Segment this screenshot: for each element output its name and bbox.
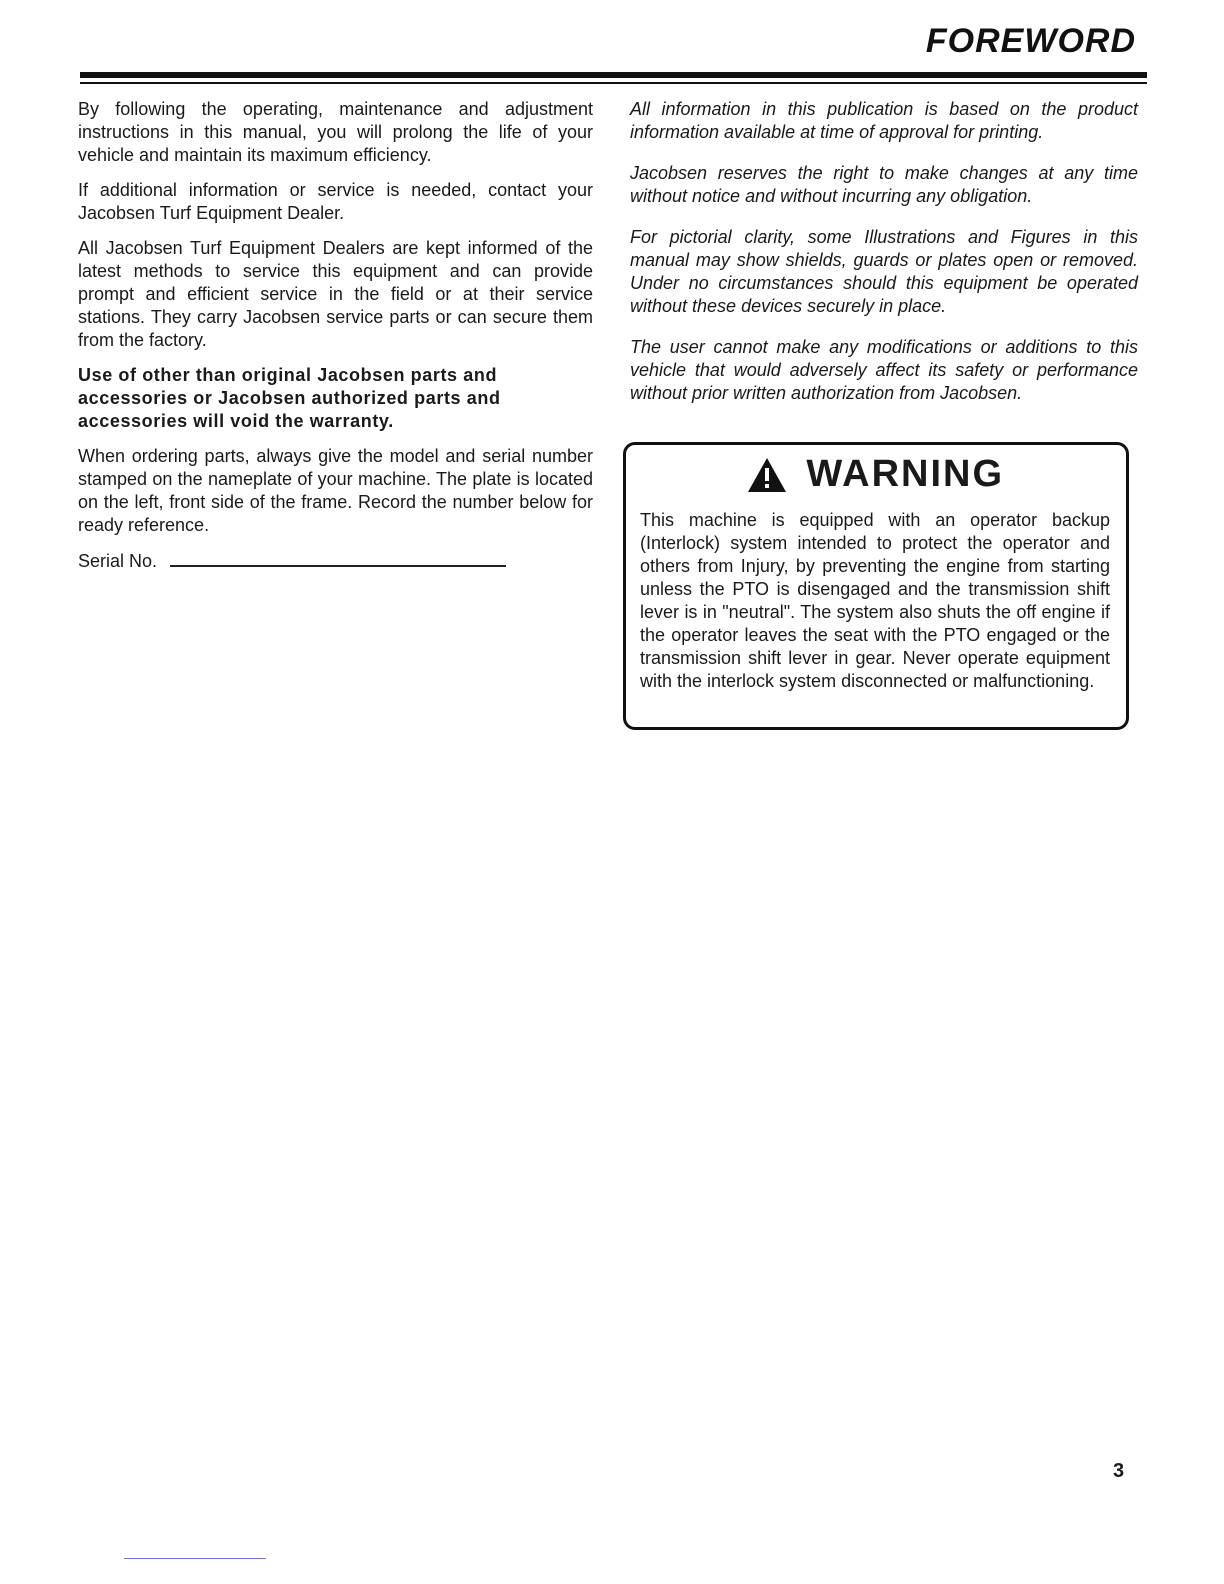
warning-text: This machine is equipped with an operator backup (Interlock) system intended to protect the operator and others from Injury, by preventing the engine from starting unless the PTO is disengaged and the transmission shift lever is in "neutral". The system also shuts the off engine if the operator leaves the seat with the PTO engaged or the transmission shift lever in gear. Never operate equipment with the interlock system disconnected or malfunctioning. <box>640 510 1110 691</box>
right-column <box>630 98 1138 423</box>
left-column <box>78 98 593 573</box>
modifications-paragraph: The user cannot make any modifications or additions to this vehicle that would adversely affect its safety or performance without prior written authorization from Jacobsen. <box>630 337 1138 403</box>
pictorial-clarity-paragraph: For pictorial clarity, some Illustrations and Figures in this manual may show shields, guards or plates open or removed. Under no circumstances should this equipment be operated without these devices securely in place. <box>630 227 1138 316</box>
page-title: FOREWORD <box>925 22 1136 60</box>
header-rule-thin <box>80 82 1147 84</box>
warning-triangle-icon <box>746 456 788 494</box>
publication-info-paragraph: All information in this publication is based on the product information available at time of approval for printing. <box>630 99 1138 142</box>
ordering-paragraph: When ordering parts, always give the model and serial number stamped on the nameplate of your machine. The plate is located on the left, front side of the frame. Record the number below for ready reference. <box>78 446 593 535</box>
header-rule <box>80 72 1147 78</box>
changes-paragraph: Jacobsen reserves the right to make changes at any time without notice and without incurring any obligation. <box>630 163 1138 206</box>
warning-box <box>623 442 1129 730</box>
page-number: 3 <box>1113 1460 1125 1482</box>
serial-number-blank <box>170 549 506 567</box>
warning-header <box>640 453 1110 503</box>
footer-line <box>124 1558 266 1559</box>
warranty-note: Use of other than original Jacobsen parts and accessories or Jacobsen authorized parts and accessories will void the warranty. <box>78 365 501 431</box>
service-paragraph: If additional information or service is needed, contact your Jacobsen Turf Equipment Dealer. <box>78 180 593 223</box>
dealers-paragraph: All Jacobsen Turf Equipment Dealers are kept informed of the latest methods to service this equipment and can provide prompt and efficient service in the field or at their service stations. They carry Jacobsen service parts or can secure them from the factory. <box>78 238 593 350</box>
intro-paragraph: By following the operating, maintenance and adjustment instructions in this manual, you will prolong the life of your vehicle and maintain its maximum efficiency. <box>78 99 593 165</box>
serial-number-row <box>78 549 593 573</box>
serial-label: Serial No. <box>78 551 158 571</box>
warning-title: WARNING <box>806 453 1005 495</box>
